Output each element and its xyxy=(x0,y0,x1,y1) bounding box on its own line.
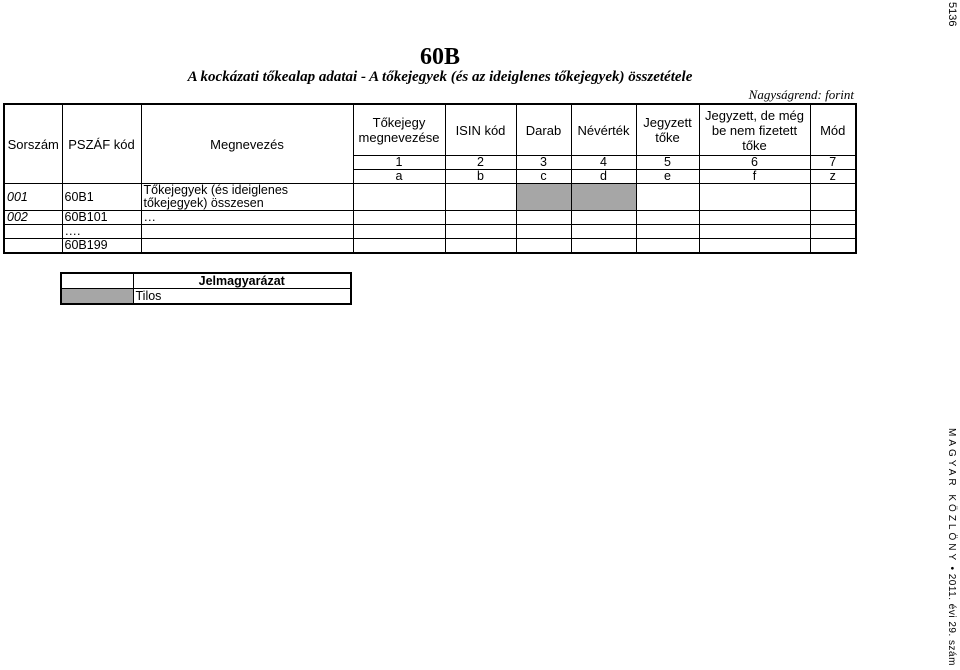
row-pszaf-code: 60B1 xyxy=(62,184,141,211)
header-pszaf: PSZÁF kód xyxy=(62,104,141,184)
row-sorszam xyxy=(4,225,62,239)
journal-name: MAGYAR KÖZLÖNY xyxy=(946,428,957,564)
data-table xyxy=(3,103,857,254)
header-col2: ISIN kód xyxy=(445,104,516,156)
row-pszaf-code: 60B101 xyxy=(62,211,141,225)
col-letter: c xyxy=(516,170,571,184)
data-cell[interactable] xyxy=(810,225,856,239)
legend-spacer xyxy=(61,273,133,289)
unit-note: Nagyságrend: forint xyxy=(748,87,854,102)
row-pszaf-code: 60B199 xyxy=(62,239,141,254)
data-cell[interactable] xyxy=(353,239,445,254)
data-cell[interactable] xyxy=(353,211,445,225)
header-row xyxy=(4,104,856,156)
col-number: 7 xyxy=(810,156,856,170)
legend-table xyxy=(60,272,352,305)
data-cell[interactable] xyxy=(636,211,699,225)
row-megnevezes xyxy=(141,225,353,239)
data-cell[interactable] xyxy=(516,211,571,225)
data-cell[interactable] xyxy=(699,184,810,211)
data-cell[interactable] xyxy=(571,225,636,239)
data-cell[interactable] xyxy=(571,211,636,225)
forbidden-cell xyxy=(571,184,636,211)
data-cell[interactable] xyxy=(445,211,516,225)
data-cell[interactable] xyxy=(636,239,699,254)
data-cell[interactable] xyxy=(699,239,810,254)
header-col7: Mód xyxy=(810,104,856,156)
data-cell[interactable] xyxy=(353,184,445,211)
row-sorszam: 001 xyxy=(4,184,62,211)
table-row xyxy=(4,211,856,225)
col-number: 1 xyxy=(353,156,445,170)
data-cell[interactable] xyxy=(516,239,571,254)
header-col4: Névérték xyxy=(571,104,636,156)
header-sorszam: Sorszám xyxy=(4,104,62,184)
data-cell[interactable] xyxy=(810,211,856,225)
data-cell[interactable] xyxy=(571,239,636,254)
col-letter: b xyxy=(445,170,516,184)
data-cell[interactable] xyxy=(699,211,810,225)
header-col5: Jegyzett tőke xyxy=(636,104,699,156)
data-cell[interactable] xyxy=(636,225,699,239)
table-row xyxy=(4,239,856,254)
col-number: 3 xyxy=(516,156,571,170)
data-cell[interactable] xyxy=(810,184,856,211)
row-megnevezes xyxy=(141,239,353,254)
row-megnevezes: Tőkejegyek (és ideiglenes tőkejegyek) összesen xyxy=(141,184,353,211)
forbidden-cell xyxy=(516,184,571,211)
journal-issue: 2011. évi 29. szám xyxy=(946,573,957,666)
table-row xyxy=(4,184,856,211)
header-megnevezes: Megnevezés xyxy=(141,104,353,184)
legend-title: Jelmagyarázat xyxy=(133,273,351,289)
table-row xyxy=(4,225,856,239)
data-cell[interactable] xyxy=(445,239,516,254)
col-letter: e xyxy=(636,170,699,184)
legend-swatch xyxy=(61,289,133,305)
col-number: 2 xyxy=(445,156,516,170)
header-col3: Darab xyxy=(516,104,571,156)
journal-footer: MAGYAR KÖZLÖNY • 2011. évi 29. szám xyxy=(946,428,957,666)
data-cell[interactable] xyxy=(699,225,810,239)
row-megnevezes: … xyxy=(141,211,353,225)
header-col6: Jegyzett, de még be nem fizetett tőke xyxy=(699,104,810,156)
col-number: 6 xyxy=(699,156,810,170)
col-number: 5 xyxy=(636,156,699,170)
legend-label: Tilos xyxy=(133,289,351,305)
data-cell[interactable] xyxy=(353,225,445,239)
page-title: 60B xyxy=(419,44,460,70)
data-cell[interactable] xyxy=(636,184,699,211)
row-sorszam xyxy=(4,239,62,254)
data-cell[interactable] xyxy=(516,225,571,239)
data-cell[interactable] xyxy=(810,239,856,254)
col-letter: a xyxy=(353,170,445,184)
page-number: 5136 xyxy=(946,2,958,27)
col-letter: f xyxy=(699,170,810,184)
header-col1: Tőkejegy megnevezése xyxy=(353,104,445,156)
page-subtitle: A kockázati tőkealap adatai - A tőkejegyek (és az ideiglenes tőkejegyek) összetétele xyxy=(187,69,693,85)
col-number: 4 xyxy=(571,156,636,170)
data-cell[interactable] xyxy=(445,184,516,211)
col-letter: d xyxy=(571,170,636,184)
row-pszaf-code: …. xyxy=(62,225,141,239)
col-letter: z xyxy=(810,170,856,184)
row-sorszam: 002 xyxy=(4,211,62,225)
data-cell[interactable] xyxy=(445,225,516,239)
